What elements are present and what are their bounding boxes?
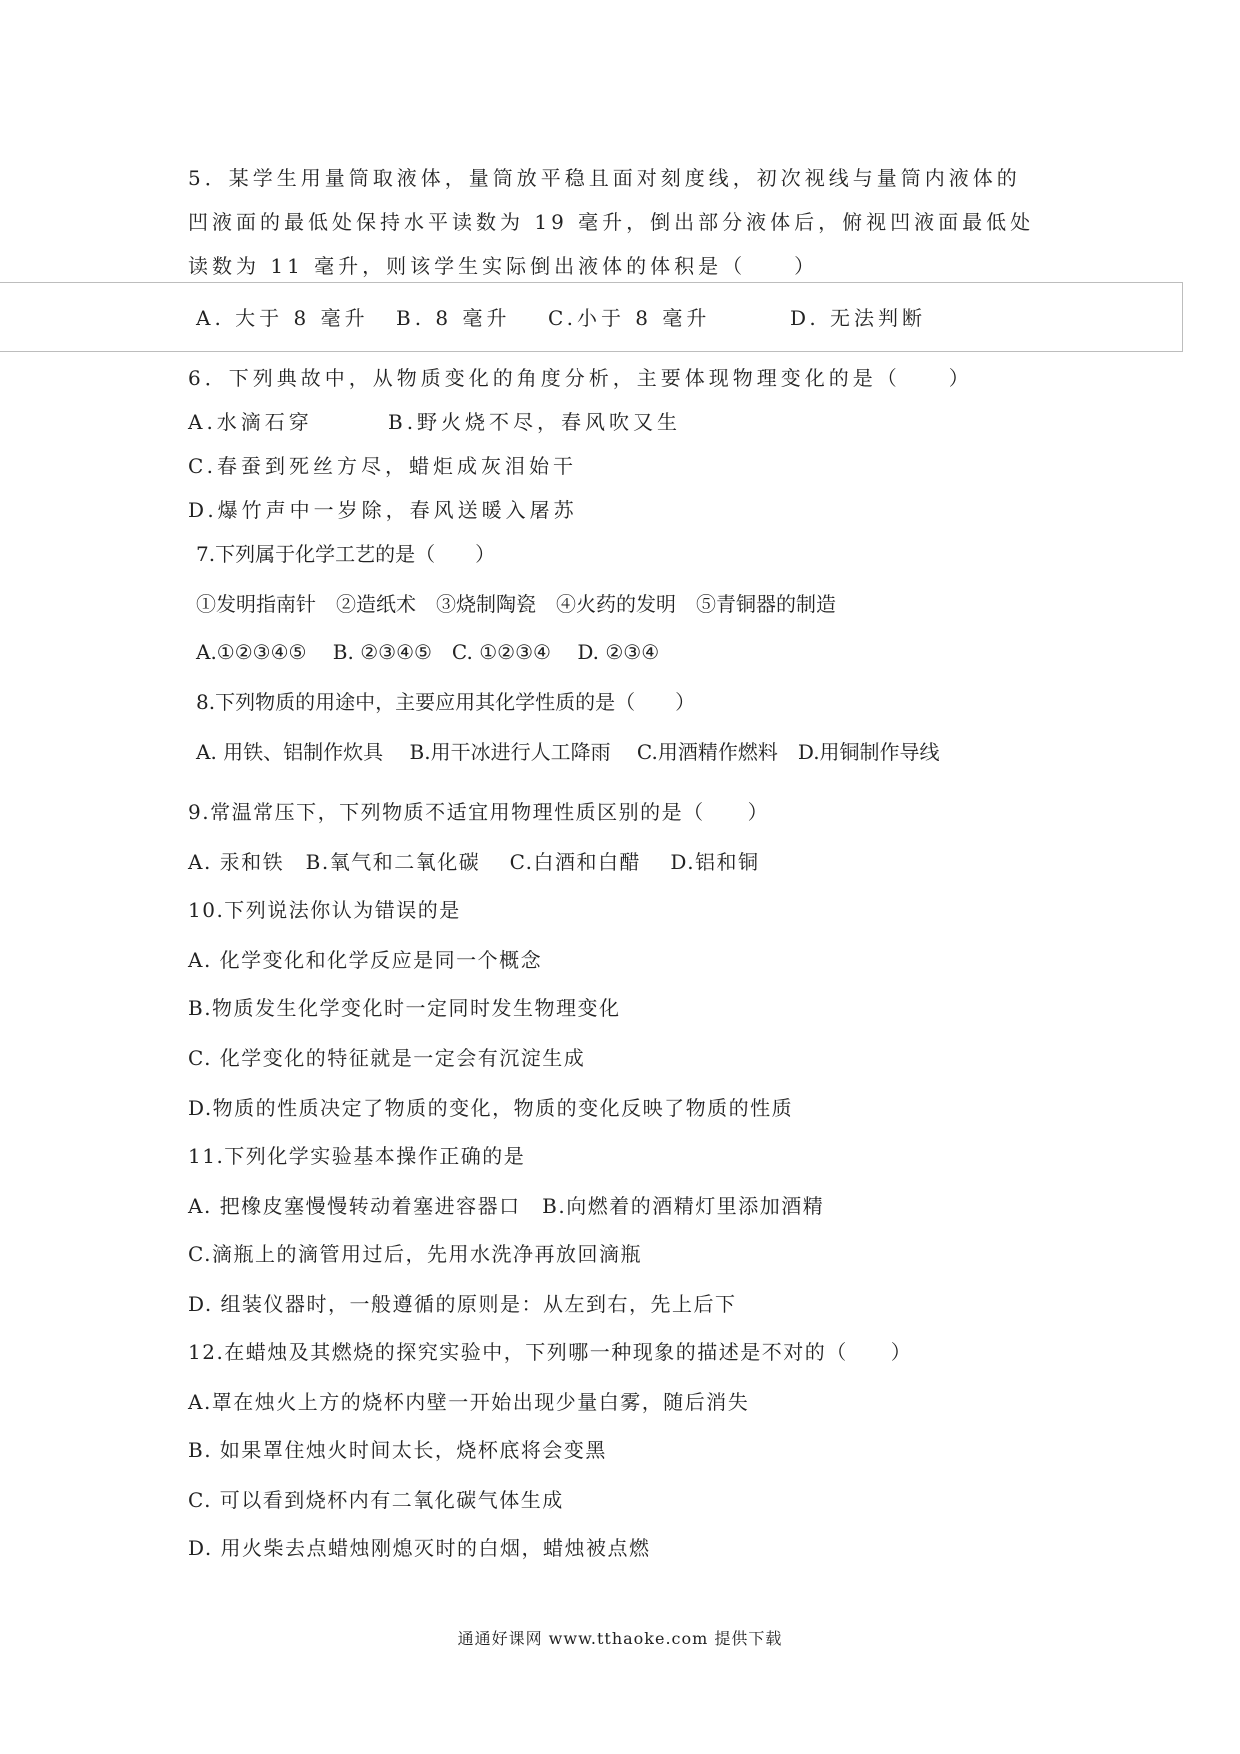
q11-options-ab: A. 把橡皮塞慢慢转动着塞进容器口 B.向燃着的酒精灯里添加酒精 <box>188 1194 825 1218</box>
q10-option-a: A. 化学变化和化学反应是同一个概念 <box>188 948 543 972</box>
q9-stem: 9.常温常压下，下列物质不适宜用物理性质区别的是（ ） <box>188 800 770 824</box>
q5-option-b: B. 8 毫升 <box>396 306 511 330</box>
q6-option-d: D.爆竹声中一岁除，春风送暖入屠苏 <box>188 498 578 522</box>
q7-items: ①发明指南针 ②造纸术 ③烧制陶瓷 ④火药的发明 ⑤青铜器的制造 <box>196 592 836 616</box>
page-footer: 通通好课网 www.tthaoke.com 提供下载 <box>457 1629 783 1648</box>
q6-option-b: B.野火烧不尽，春风吹又生 <box>388 410 682 434</box>
q10-option-b: B.物质发生化学变化时一定同时发生物理变化 <box>188 996 621 1020</box>
q6-stem: 6．下列典故中，从物质变化的角度分析，主要体现物理变化的是（ ） <box>188 366 973 390</box>
q11-option-c: C.滴瓶上的滴管用过后，先用水洗净再放回滴瓶 <box>188 1242 642 1266</box>
q12-option-d: D. 用火柴去点蜡烛刚熄灭时的白烟，蜡烛被点燃 <box>188 1536 651 1560</box>
q10-stem: 10.下列说法你认为错误的是 <box>188 898 461 922</box>
q5-stem-line3: 读数为 11 毫升，则该学生实际倒出液体的体积是（ ） <box>188 254 819 278</box>
q7-options: A.①②③④⑤ B. ②③④⑤ C. ①②③④ D. ②③④ <box>196 640 660 664</box>
q5-stem-line1: 5．某学生用量筒取液体，量筒放平稳且面对刻度线，初次视线与量筒内液体的 <box>188 166 1021 190</box>
q6-option-c: C.春蚕到死丝方尽，蜡炬成灰泪始干 <box>188 454 577 478</box>
q6-option-a: A.水滴石穿 <box>188 410 313 434</box>
q12-stem: 12.在蜡烛及其燃烧的探究实验中，下列哪一种现象的描述是不对的（ ） <box>188 1340 913 1364</box>
q11-option-d: D. 组装仪器时，一般遵循的原则是：从左到右，先上后下 <box>188 1292 737 1316</box>
q8-options: A. 用铁、铝制作炊具 B.用干冰进行人工降雨 C.用酒精作燃料 D.用铜制作导线 <box>196 740 940 764</box>
q10-option-d: D.物质的性质决定了物质的变化，物质的变化反映了物质的性质 <box>188 1096 794 1120</box>
q5-stem-line2: 凹液面的最低处保持水平读数为 19 毫升，倒出部分液体后，俯视凹液面最低处 <box>188 210 1035 234</box>
q5-option-c: C.小于 8 毫升 <box>548 306 711 330</box>
q5-option-a: A. 大于 8 毫升 <box>196 306 369 330</box>
q8-stem: 8.下列物质的用途中，主要应用其化学性质的是（ ） <box>196 690 696 714</box>
q11-stem: 11.下列化学实验基本操作正确的是 <box>188 1144 526 1168</box>
q12-option-a: A.罩在烛火上方的烧杯内壁一开始出现少量白雾，随后消失 <box>188 1390 750 1414</box>
q9-options: A. 汞和铁 B.氧气和二氧化碳 C.白酒和白醋 D.铝和铜 <box>188 850 760 874</box>
q10-option-c: C. 化学变化的特征就是一定会有沉淀生成 <box>188 1046 586 1070</box>
q7-stem: 7.下列属于化学工艺的是（ ） <box>196 542 496 566</box>
q12-option-b: B. 如果罩住烛火时间太长，烧杯底将会变黑 <box>188 1438 607 1462</box>
q5-option-d: D. 无法判断 <box>790 306 927 330</box>
q12-option-c: C. 可以看到烧杯内有二氧化碳气体生成 <box>188 1488 564 1512</box>
